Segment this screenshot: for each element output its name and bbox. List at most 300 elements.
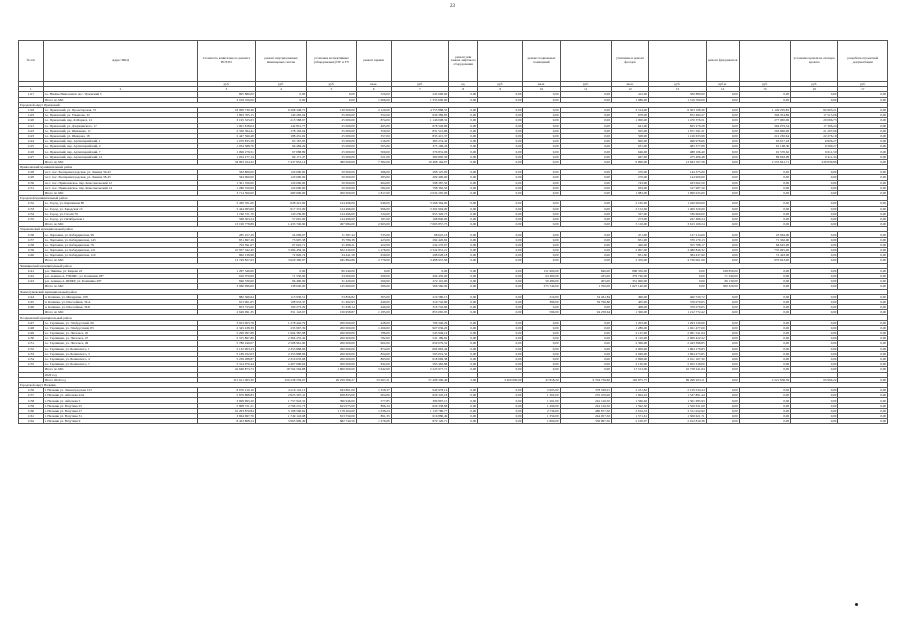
value-cell: 842,00	[356, 362, 391, 367]
value-cell: 11 387,44	[307, 232, 356, 237]
value-cell: 0,00	[739, 367, 790, 372]
value-cell: 109 273,29	[255, 305, 306, 310]
row-number: 1153	[19, 351, 44, 356]
value-cell: 0,00	[706, 206, 739, 211]
value-cell: 0,00	[523, 346, 560, 351]
value-cell: 0,00	[560, 113, 611, 118]
value-cell: 188 431,02	[255, 133, 306, 138]
value-cell: 1 260,00	[356, 325, 391, 330]
value-cell: 599,00	[523, 310, 560, 315]
value-cell: 1 964 179,83	[649, 346, 707, 351]
value-cell: 735 095,00	[739, 248, 790, 253]
value-cell: 0,00	[706, 248, 739, 253]
value-cell: 0,00	[739, 310, 790, 315]
value-cell: 940 978,14	[391, 388, 449, 393]
value-cell: 0,00	[478, 216, 523, 221]
value-cell: 0,00	[478, 398, 523, 403]
address-cell: г.о. Тарпищев, ул. Энгельса, 49	[43, 341, 197, 346]
address-cell: г.о. Чартыши, ул. Кабардинская, 99	[43, 232, 197, 237]
value-cell: 124 496,00	[307, 211, 356, 216]
value-cell: 0,00	[791, 331, 838, 336]
value-cell: 5 642,00	[356, 367, 391, 372]
value-cell: 6 503 198,36	[649, 107, 707, 112]
value-cell: 0,00	[838, 398, 888, 403]
address-cell: г.о. Приокский, ул. Дзержинского, 17	[43, 123, 197, 128]
value-cell: 0,00	[449, 190, 478, 195]
value-cell: 104 875,75	[611, 377, 648, 382]
value-cell: 0,00	[449, 232, 478, 237]
value-cell: 290,00	[356, 273, 391, 278]
value-cell: 0,00	[791, 258, 838, 263]
value-cell: 7 382,00	[356, 159, 391, 164]
value-cell: 560 880,00	[649, 92, 707, 97]
value-cell: 245 000,00	[391, 92, 449, 97]
value-cell: 0,00	[560, 320, 611, 325]
value-cell: 219,00	[523, 294, 560, 299]
value-cell: 0,00	[706, 346, 739, 351]
value-cell: 0,00	[255, 97, 306, 102]
value-cell: 0,00	[838, 248, 888, 253]
value-cell: 5 315 867,86	[198, 336, 256, 341]
column-number-cell: 7	[391, 87, 449, 92]
value-cell: 0,00	[838, 118, 888, 123]
row-number: 1121	[19, 123, 44, 128]
value-cell: 0,00	[523, 149, 560, 154]
value-cell: 2 619,33	[611, 408, 648, 413]
value-cell: 782,00	[356, 336, 391, 341]
value-cell: 0,00	[449, 367, 478, 372]
value-cell: 5 119,00	[611, 222, 648, 227]
value-cell: 384 437,90	[649, 253, 707, 258]
value-cell: 1 203,00	[611, 320, 648, 325]
value-cell: 5 808 721,51	[198, 403, 256, 408]
value-cell: 0,00	[449, 180, 478, 185]
table-row	[19, 419, 888, 424]
value-cell: 2 052 318,00	[649, 362, 707, 367]
value-cell: 130 236,00	[255, 211, 306, 216]
value-cell: 1 079 835,58	[198, 139, 256, 144]
column-header	[391, 41, 449, 82]
section-title: Управленский муниципальный район	[19, 227, 888, 232]
value-cell: 0,00	[791, 201, 838, 206]
value-cell: 376 070,05	[649, 305, 707, 310]
address-cell: п. Калинка, ул. Мичурина, 108	[43, 294, 197, 299]
value-cell: 0,00	[478, 419, 523, 424]
value-cell: 0,00	[478, 325, 523, 330]
value-cell: 22 276,19	[791, 133, 838, 138]
value-cell: 0,00	[838, 362, 888, 367]
value-cell: 9 611,50	[791, 149, 838, 154]
value-cell: 0,00	[478, 159, 523, 164]
value-cell: 641,00	[611, 123, 648, 128]
value-cell: 0,00	[449, 237, 478, 242]
value-cell: 595 482,88	[391, 362, 449, 367]
value-cell: 1 071 591,21	[649, 128, 707, 133]
column-header: утепление и ремонт фасадов	[611, 41, 648, 82]
value-cell: 433 062,50	[649, 180, 707, 185]
row-number: 1150	[19, 336, 44, 341]
value-cell: 1 278 442,79	[255, 320, 306, 325]
value-cell: 34 993 164,32	[198, 159, 256, 164]
value-cell: 0,00	[838, 237, 888, 242]
value-cell: 3 060 090,00	[198, 284, 256, 289]
value-cell: 0,00	[791, 351, 838, 356]
value-cell: 8 423 808,54	[198, 419, 256, 424]
value-cell: 25 000,00	[307, 118, 356, 123]
value-cell: 0,00	[523, 107, 560, 112]
value-cell: 0,00	[649, 279, 707, 284]
page-number: 23	[450, 4, 455, 9]
value-cell: 298 028,18	[391, 253, 449, 258]
value-cell: 0,00	[838, 403, 888, 408]
value-cell: 0,00	[791, 294, 838, 299]
value-cell: 1 757 943,32	[255, 398, 306, 403]
value-cell: 0,00	[478, 222, 523, 227]
value-cell: 73 997,38	[255, 237, 306, 242]
column-number-cell: 2	[43, 87, 197, 92]
unit-cell: руб.	[739, 82, 790, 87]
value-cell: 0,00	[523, 185, 560, 190]
value-cell: 0,00	[791, 97, 838, 102]
value-cell: 0,00	[706, 351, 739, 356]
value-cell: 0,00	[523, 331, 560, 336]
value-cell: 98 625,16	[391, 232, 449, 237]
value-cell: 0,00	[449, 107, 478, 112]
value-cell: 0,00	[838, 279, 888, 284]
value-cell: 2 130,00	[611, 362, 648, 367]
value-cell: 0,00	[478, 144, 523, 149]
address-cell: г.о. Приокский, пер. Артиллерийский, 12	[43, 154, 197, 159]
value-cell: 0,00	[838, 325, 888, 330]
value-cell: 0,00	[838, 133, 888, 138]
value-cell: 315 611 093,30	[198, 377, 256, 382]
value-cell: 336 997,50	[560, 419, 611, 424]
value-cell: 124 496,00	[307, 201, 356, 206]
value-cell: 916 070,00	[198, 273, 256, 278]
value-cell: 13 843 767,58	[649, 159, 707, 164]
value-cell: 0,00	[478, 253, 523, 258]
column-header	[739, 41, 790, 82]
value-cell: 0,00	[706, 253, 739, 258]
value-cell: 108 933,47	[255, 299, 306, 304]
column-header: разработка проектной документации	[838, 41, 888, 82]
value-cell: 0,00	[739, 284, 790, 289]
value-cell: 0,00	[478, 133, 523, 138]
value-cell: 0,00	[478, 294, 523, 299]
value-cell: 0,00	[791, 299, 838, 304]
value-cell: 3 963 909,49	[255, 419, 306, 424]
value-cell: 940,00	[356, 201, 391, 206]
value-cell: 29 096,73	[791, 118, 838, 123]
value-cell: 0,00	[449, 325, 478, 330]
row-number: 1133	[19, 206, 44, 211]
value-cell: 57 408 306,46	[391, 377, 449, 382]
value-cell: 0,00	[739, 414, 790, 419]
value-cell: 0,00	[739, 419, 790, 424]
value-cell: 0,00	[560, 118, 611, 123]
value-cell: 4 755 888,35	[391, 107, 449, 112]
value-cell: 0,00	[523, 139, 560, 144]
value-cell: 0,00	[649, 273, 707, 278]
value-cell: 247 486,24	[649, 216, 707, 221]
value-cell: 1 096 279,51	[198, 149, 256, 154]
address-cell: Итого по МО	[43, 222, 197, 227]
value-cell: 120 000,00	[255, 170, 306, 175]
row-number: 1130	[19, 180, 44, 185]
value-cell: 2 730,00	[523, 408, 560, 413]
value-cell: 405,00	[611, 299, 648, 304]
value-cell: 996,00	[356, 206, 391, 211]
value-cell: 786,00	[356, 331, 391, 336]
value-cell: 0,00	[560, 356, 611, 361]
value-cell: 0,00	[791, 92, 838, 97]
value-cell: 955 329,75	[391, 211, 449, 216]
value-cell: 67 022,71	[255, 242, 306, 247]
value-cell: 0,00	[838, 92, 888, 97]
value-cell: 369 805,30	[391, 154, 449, 159]
value-cell: 0,00	[706, 128, 739, 133]
value-cell: 124 496,00	[307, 206, 356, 211]
value-cell: 2 098,00	[611, 356, 648, 361]
value-cell: 3 620 300,87	[255, 258, 306, 263]
value-cell: 0,00	[838, 320, 888, 325]
value-cell: 904,06	[356, 393, 391, 398]
value-cell: 2 447 590,48	[198, 133, 256, 138]
value-cell: 2 779,00	[356, 258, 391, 263]
row-number: 1128	[19, 170, 44, 175]
value-cell: 0,00	[523, 123, 560, 128]
value-cell: 5 786 240,07	[198, 341, 256, 346]
value-cell: 0,00	[560, 362, 611, 367]
value-cell: 0,00	[478, 175, 523, 180]
value-cell: 51 462,93	[307, 299, 356, 304]
value-cell: 144 900,00	[649, 175, 707, 180]
column-header	[560, 41, 611, 82]
address-cell: г. Нальчик ул. Ленинградская 123	[43, 388, 197, 393]
value-cell: 3 384 459,36	[255, 248, 306, 253]
value-cell: 66 645,00	[739, 242, 790, 247]
value-cell: 0,00	[706, 133, 739, 138]
value-cell: 874,00	[356, 346, 391, 351]
value-cell: 0,00	[791, 206, 838, 211]
row-number: 1139	[19, 248, 44, 253]
value-cell: 0,00	[478, 118, 523, 123]
column-header: ремонт или замена лифтового оборудования	[449, 41, 478, 82]
value-cell: 0,00	[791, 362, 838, 367]
value-cell: 0,00	[478, 388, 523, 393]
column-number-cell: 10	[523, 87, 560, 92]
value-cell: 2 125,00	[611, 331, 648, 336]
row-number: 1124	[19, 139, 44, 144]
value-cell: 1 149 295,85	[739, 107, 790, 112]
value-cell: 0,00	[449, 362, 478, 367]
value-cell: 0,00	[739, 346, 790, 351]
value-cell: 0,00	[560, 149, 611, 154]
value-cell: 832 430,00	[307, 248, 356, 253]
value-cell: 0,00	[478, 211, 523, 216]
value-cell: 0,00	[838, 419, 888, 424]
value-cell: 0,00	[523, 237, 560, 242]
value-cell: 440,00	[356, 305, 391, 310]
value-cell: 0,00	[523, 356, 560, 361]
value-cell: 1 470 376,51	[649, 118, 707, 123]
value-cell: 9 569,27	[791, 144, 838, 149]
value-cell: 242 126,50	[560, 403, 611, 408]
value-cell: 0,00	[739, 268, 790, 273]
unit-cell: кв.м.	[611, 82, 648, 87]
value-cell: 234 270,67	[391, 242, 449, 247]
value-cell: 0,00	[791, 320, 838, 325]
value-cell: 0,00	[255, 92, 306, 97]
value-cell: 825 270,28	[649, 123, 707, 128]
address-cell: г. Нальчик ул. Ватутина 31	[43, 414, 197, 419]
value-cell: 72 826,74	[255, 253, 306, 258]
value-cell: 0,00	[523, 305, 560, 310]
value-cell: 89 663,99	[739, 154, 790, 159]
value-cell: 0,00	[449, 222, 478, 227]
value-cell: 3 400 000,00	[478, 377, 523, 382]
value-cell: 0,00	[478, 149, 523, 154]
value-cell: 317 987,50	[649, 185, 707, 190]
value-cell: 0,00	[449, 253, 478, 258]
value-cell: 566 560,00	[391, 284, 449, 289]
value-cell: 0,00	[739, 356, 790, 361]
value-cell: 0,00	[478, 279, 523, 284]
address-cell: 2029 год	[43, 372, 197, 377]
value-cell: 0,00	[838, 242, 888, 247]
address-cell: г.о. Чартыши, ул. Кабардинская, 121	[43, 248, 197, 253]
value-cell: 385 274,42	[391, 139, 449, 144]
value-cell: 1 604,10	[611, 393, 648, 398]
value-cell: 0,00	[560, 170, 611, 175]
value-cell: 1 433 740,60	[255, 222, 306, 227]
value-cell: 5 879 868,83	[198, 393, 256, 398]
unit-cell: руб.	[478, 82, 523, 87]
value-cell: 91 168,30	[739, 144, 790, 149]
value-cell: 0,00	[791, 190, 838, 195]
value-cell: 200 000,00	[307, 362, 356, 367]
address-cell: г.о. Приокский, пер. Артиллерийский, 7	[43, 149, 197, 154]
value-cell: 375 196,26	[391, 144, 449, 149]
value-cell: 0,00	[706, 149, 739, 154]
column-header: установка коллективных (общедомовых) ПУ и УУ	[307, 41, 356, 82]
value-cell: 294 450,00	[391, 273, 449, 278]
value-cell: 0,00	[838, 408, 888, 413]
value-cell: 0,00	[739, 175, 790, 180]
value-cell: 0,00	[391, 268, 449, 273]
value-cell: 1 964 273,85	[649, 351, 707, 356]
value-cell: 0,00	[706, 299, 739, 304]
value-cell: 678,00	[611, 113, 648, 118]
value-cell: 0,00	[838, 299, 888, 304]
value-cell: 0,00	[739, 170, 790, 175]
value-cell: 378 338,25	[560, 388, 611, 393]
value-cell: 882 744,50	[307, 419, 356, 424]
value-cell: 67 088,89	[255, 149, 306, 154]
value-cell: 10 293 870,84	[198, 408, 256, 413]
value-cell: 0,00	[838, 273, 888, 278]
value-cell: 0,00	[449, 294, 478, 299]
value-cell: 200 000,00	[307, 190, 356, 195]
address-cell: г.о. Тарпищев, ул. Энгельса, 45	[43, 331, 197, 336]
value-cell: 743,00	[611, 180, 648, 185]
value-cell: 3 302 994,00	[391, 206, 449, 211]
value-cell: 379 179,13	[649, 237, 707, 242]
capital-repair-table	[18, 40, 888, 424]
value-cell: 0,00	[560, 190, 611, 195]
value-cell: 0,00	[478, 408, 523, 413]
value-cell: 0,00	[449, 201, 478, 206]
value-cell: 0,00	[560, 201, 611, 206]
value-cell: 63 167,05	[255, 139, 306, 144]
value-cell: 0,00	[791, 175, 838, 180]
value-cell: 0,00	[739, 403, 790, 408]
value-cell: 0,00	[449, 123, 478, 128]
value-cell: 0,00	[560, 154, 611, 159]
value-cell: 0,00	[560, 144, 611, 149]
value-cell: 516,00	[356, 139, 391, 144]
address-cell: г.о. Город, ул. Октябрьская 1	[43, 216, 197, 221]
value-cell: 25 000,00	[307, 139, 356, 144]
value-cell: 853 065,95	[391, 310, 449, 315]
value-cell: 200 000,00	[307, 356, 356, 361]
value-cell: 0,00	[838, 336, 888, 341]
value-cell: 0,00	[478, 403, 523, 408]
value-cell: 1 893 765,15	[198, 113, 256, 118]
value-cell: 0,00	[791, 305, 838, 310]
value-cell: 1 358,37	[356, 388, 391, 393]
address-cell: п.г.т. пос. Приволжское, пер. Комсомольский 12	[43, 180, 197, 185]
value-cell: 0,00	[706, 144, 739, 149]
value-cell: 0,00	[449, 175, 478, 180]
value-cell: 0,00	[449, 341, 478, 346]
value-cell: 667,00	[611, 154, 648, 159]
value-cell: 0,00	[560, 97, 611, 102]
value-cell: 535,00	[356, 232, 391, 237]
value-cell: 66 171,47	[255, 154, 306, 159]
value-cell: 120 000,00	[255, 175, 306, 180]
value-cell: 891,35	[356, 414, 391, 419]
value-cell: 50 000,00	[307, 185, 356, 190]
value-cell: 0,00	[523, 253, 560, 258]
value-cell: 0,00	[449, 211, 478, 216]
value-cell: 376 070,05	[649, 299, 707, 304]
address-cell: г.о. Приокский, пер. К.Маркса, 12	[43, 118, 197, 123]
value-cell: 0,00	[706, 325, 739, 330]
address-cell: г. Нальчик ул. Ватутина 27	[43, 408, 197, 413]
value-cell: 351 000,00	[611, 279, 648, 284]
value-cell: 127 214,09	[649, 232, 707, 237]
value-cell: 0,00	[838, 185, 888, 190]
value-cell: 16 758 241,84	[649, 367, 707, 372]
row-number: 1143	[19, 279, 44, 284]
value-cell: 0,00	[791, 388, 838, 393]
column-number-cell: 11	[560, 87, 611, 92]
row-number: 1158	[19, 398, 44, 403]
value-cell: 200 000,00	[307, 336, 356, 341]
value-cell: 168 840,00	[391, 216, 449, 221]
value-cell: 0,00	[478, 346, 523, 351]
value-cell: 0,00	[523, 248, 560, 253]
value-cell: 0,00	[449, 408, 478, 413]
row-number: 1146	[19, 305, 44, 310]
value-cell: 255 476,00	[560, 393, 611, 398]
value-cell: 0,00	[560, 206, 611, 211]
value-cell: 0,00	[739, 190, 790, 195]
scan-mark	[855, 603, 858, 606]
value-cell: 276,00	[611, 175, 648, 180]
value-cell: 798 362,50	[391, 185, 449, 190]
